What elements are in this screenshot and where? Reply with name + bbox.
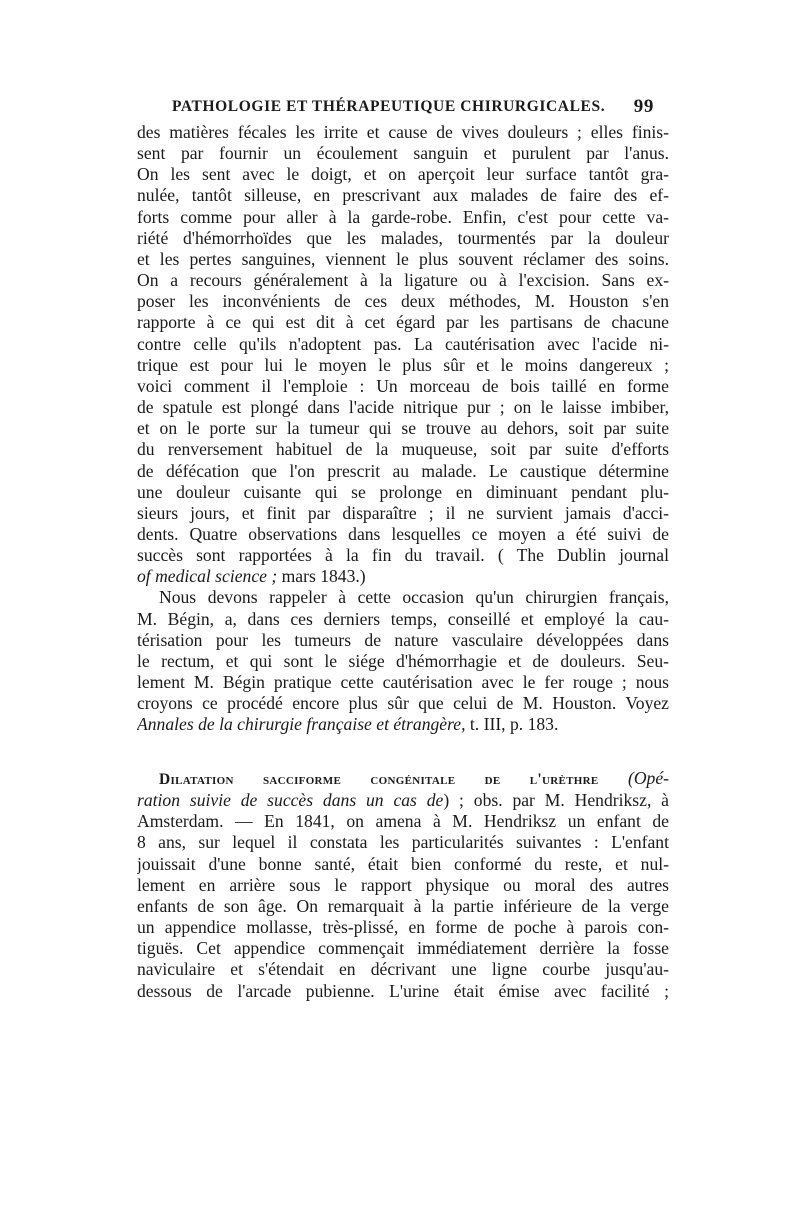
citation-date: mars 1843.) xyxy=(277,566,366,587)
text-line: térisation pour les tumeurs de nature vasculaire développées dans xyxy=(137,629,669,650)
text-line: de spatule est plongé dans l'acide nitrique pur ; on le laisse imbiber, xyxy=(137,397,669,418)
text-line: dents. Quatre observations dans lesquelles ce moyen a été suivi de xyxy=(137,523,669,544)
citation-volume: t. III, p. 183. xyxy=(465,714,559,735)
text-line: forts comme pour aller à la garde-robe. Enfin, c'est pour cette va- xyxy=(137,206,669,227)
text-line: riété d'hémorrhoïdes que les malades, tourmentés par la douleur xyxy=(137,227,669,248)
text-line: 8 ans, sur lequel il constata les particularités suivantes : L'enfant xyxy=(137,832,669,853)
text-line: contre celle qu'ils n'adoptent pas. La cautérisation avec l'acide ni- xyxy=(137,333,669,354)
text-line: dessous de l'arcade pubienne. L'urine était émise avec facilité ; xyxy=(137,980,669,1001)
text-line: succès sont rapportées à la fin du travail. ( The Dublin journal xyxy=(137,545,669,566)
text-line: voici comment il l'emploie : Un morceau de bois taillé en forme xyxy=(137,375,669,396)
section-heading xyxy=(137,768,669,790)
section-heading-subtitle-cont: ration suivie de succès dans un cas de xyxy=(137,790,444,811)
text-line: sent par fournir un écoulement sanguin et purulent par l'anus. xyxy=(137,143,669,164)
text-line: On les sent avec le doigt, et on aperçoit leur surface tantôt gra- xyxy=(137,164,669,185)
text-line: de défécation que l'on prescrit au malade. Le caustique détermine xyxy=(137,460,669,481)
running-header xyxy=(172,96,654,120)
text-line: une douleur cuisante qui se prolonge en diminuant pendant plu- xyxy=(137,481,669,502)
citation-line xyxy=(137,714,669,735)
text-line: un appendice mollasse, très-plissé, en forme de poche à parois con- xyxy=(137,917,669,938)
section-heading-subtitle: (Opé- xyxy=(598,768,669,788)
text-line: nulée, tantôt silleuse, en prescrivant aux malades de faire des ef- xyxy=(137,185,669,206)
text-line: rapporte à ce qui est dit à cet égard par les partisans de chacune xyxy=(137,312,669,333)
text-line: jouissait d'une bonne santé, était bien conformé du reste, et nul- xyxy=(137,853,669,874)
text-line: trique est pour lui le moyen le plus sûr et le moins dangereux ; xyxy=(137,354,669,375)
text-line: M. Bégin, a, dans ces derniers temps, conseillé et employé la cau- xyxy=(137,608,669,629)
page-number: 99 xyxy=(633,96,654,117)
text-line: poser les inconvénients de ces deux méthodes, M. Houston s'en xyxy=(137,291,669,312)
body-text-hemorrhoids xyxy=(137,122,669,736)
text-line: tiguës. Cet appendice commençait immédiatement derrière la fosse xyxy=(137,938,669,959)
text-line: du renversement habituel de la muqueuse, soit par suite d'efforts xyxy=(137,439,669,460)
observation-author: ) ; obs. par M. Hendriksz, à xyxy=(443,790,669,811)
text-line: le rectum, et qui sont le siége d'hémorrhagie et de douleurs. Seu- xyxy=(137,650,669,671)
text-line: On a recours généralement à la ligature ou à l'excision. Sans ex- xyxy=(137,270,669,291)
text-line: naviculaire et s'étendait en décrivant une ligne courbe jusqu'au- xyxy=(137,959,669,980)
body-text-dilatation xyxy=(137,768,669,1002)
text-line: lement en arrière sous le rapport physique ou moral des autres xyxy=(137,874,669,895)
text-line: et on le porte sur la tumeur qui se trouve au dehors, soit par suite xyxy=(137,418,669,439)
running-title: PATHOLOGIE ET THÉRAPEUTIQUE CHIRURGICALES. xyxy=(172,98,606,115)
text-line: Nous devons rappeler à cette occasion qu'un chirurgien français, xyxy=(159,587,669,608)
text-line: enfants de son âge. On remarquait à la partie inférieure de la verge xyxy=(137,895,669,916)
text-line: des matières fécales les irrite et cause de vives douleurs ; elles finis- xyxy=(137,122,669,142)
annales-title: Annales de la chirurgie française et étrangère, xyxy=(137,714,466,735)
text-line: Amsterdam. — En 1841, on amena à M. Hendriksz un enfant de xyxy=(137,811,669,832)
section-heading-title: Dilatation sacciforme congénitale de l'urèthre xyxy=(159,771,599,788)
text-line: et les pertes sanguines, viennent le plus souvent réclamer des soins. xyxy=(137,248,669,269)
text-line: sieurs jours, et finit par disparaître ; il ne survient jamais d'acci- xyxy=(137,502,669,523)
journal-title: of medical science ; xyxy=(137,566,278,587)
text-line: croyons ce procédé encore plus sûr que celui de M. Houston. Voyez xyxy=(137,693,669,714)
text-line: lement M. Bégin pratique cette cautérisation avec le fer rouge ; nous xyxy=(137,672,669,693)
text-line xyxy=(137,790,669,811)
citation-line xyxy=(137,566,669,587)
